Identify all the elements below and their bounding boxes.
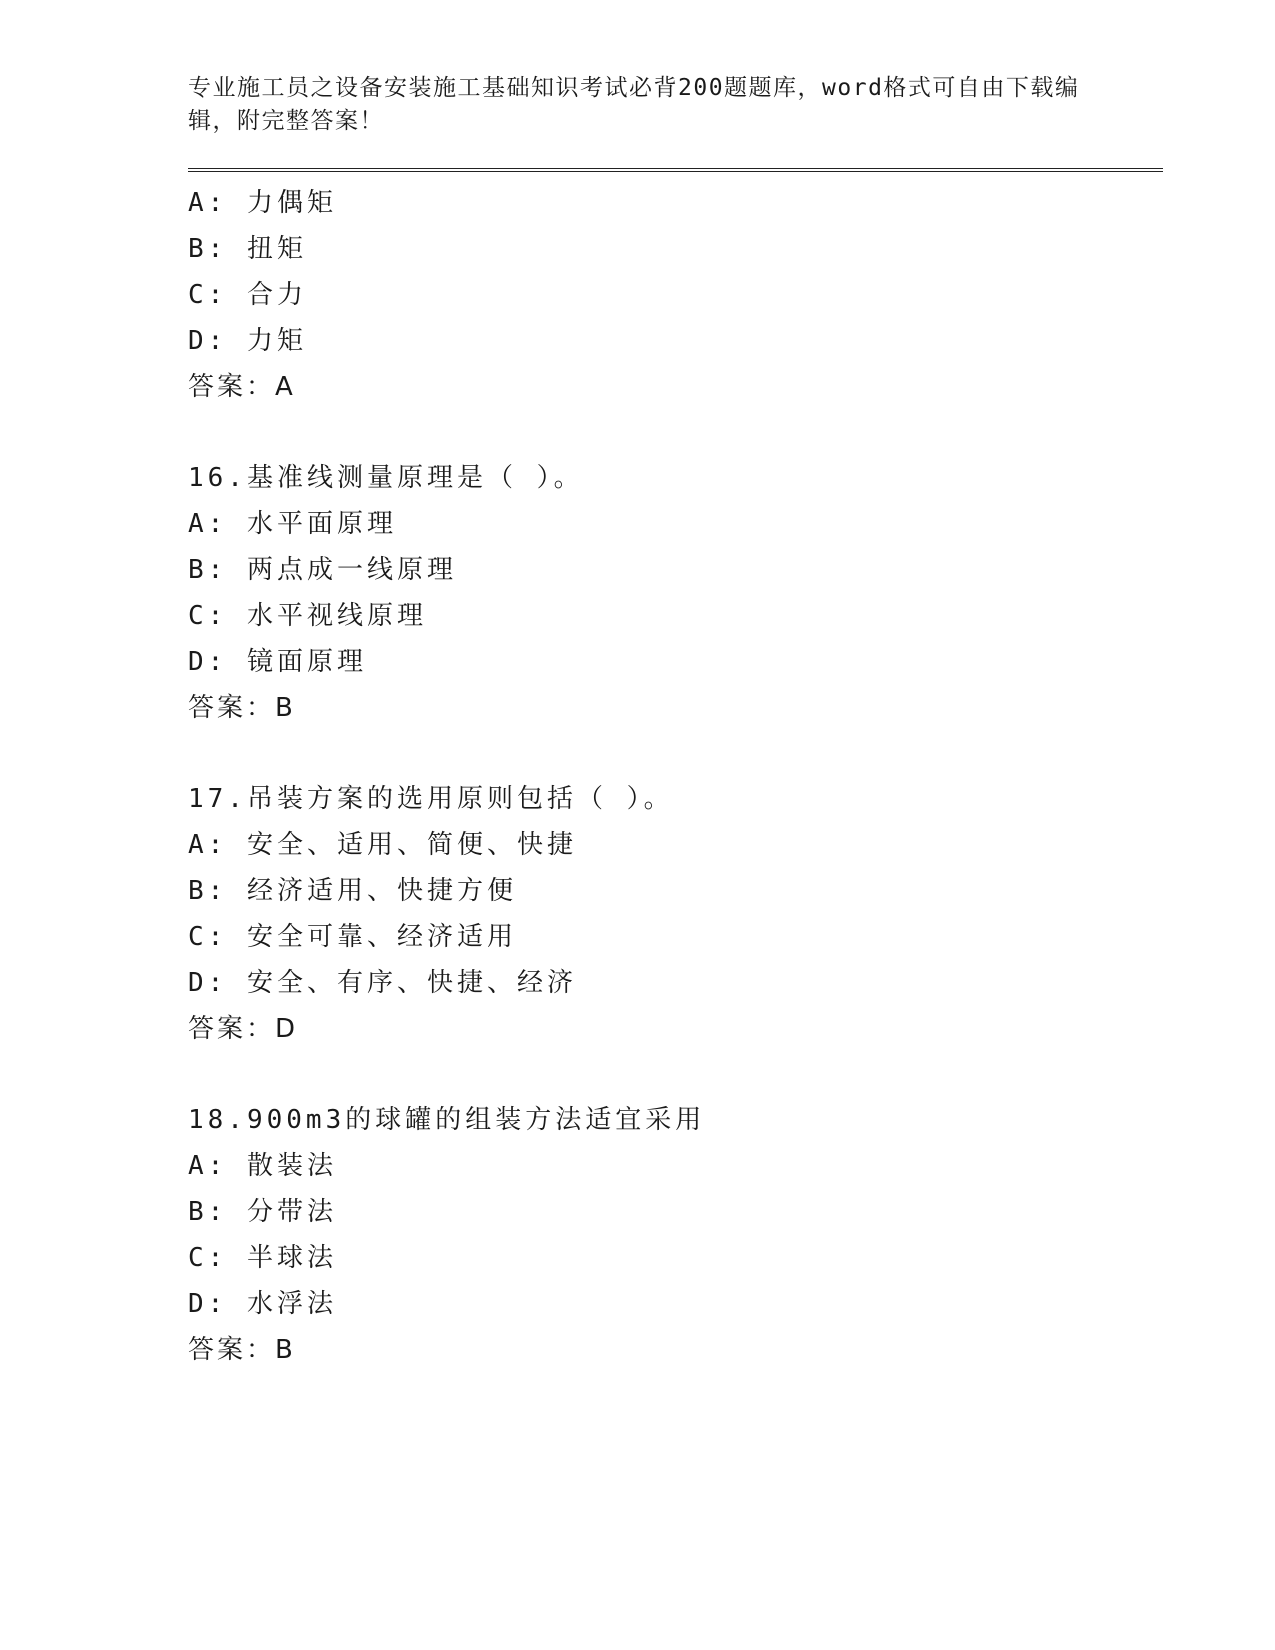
option-d: D: 安全、有序、快捷、经济 <box>188 968 577 998</box>
answer: 答案：B <box>188 693 296 723</box>
question-stem: 18.900m3的球罐的组装方法适宜采用 <box>188 1105 706 1135</box>
answer: 答案：B <box>188 1335 296 1365</box>
option-a: A: 水平面原理 <box>188 509 397 539</box>
option-a: A: 散装法 <box>188 1151 337 1181</box>
question-18 <box>188 1097 1163 1373</box>
option-d: D: 力矩 <box>188 326 307 356</box>
question-stem: 17.吊装方案的选用原则包括（ ）。 <box>188 784 674 814</box>
question-16 <box>188 455 1163 731</box>
option-c: C: 半球法 <box>188 1243 337 1273</box>
question-stem: 16.基准线测量原理是（ ）。 <box>188 463 584 493</box>
document-page <box>188 72 1163 1373</box>
option-b: B: 扭矩 <box>188 234 307 264</box>
question-15-continuation <box>188 180 1163 410</box>
option-c: C: 安全可靠、经济适用 <box>188 922 517 952</box>
option-c: C: 水平视线原理 <box>188 601 427 631</box>
option-b: B: 分带法 <box>188 1197 337 1227</box>
header-divider <box>188 168 1163 172</box>
option-d: D: 水浮法 <box>188 1289 337 1319</box>
option-b: B: 经济适用、快捷方便 <box>188 876 517 906</box>
answer: 答案：A <box>188 372 296 402</box>
question-17 <box>188 776 1163 1052</box>
option-a: A: 力偶矩 <box>188 188 337 218</box>
option-a: A: 安全、适用、简便、快捷 <box>188 830 577 860</box>
answer: 答案：D <box>188 1014 299 1044</box>
option-d: D: 镜面原理 <box>188 647 367 677</box>
option-c: C: 合力 <box>188 280 307 310</box>
document-header: 专业施工员之设备安装施工基础知识考试必背200题题库，word格式可自由下载编辑，附完整答案！ <box>188 75 1080 134</box>
option-b: B: 两点成一线原理 <box>188 555 457 585</box>
